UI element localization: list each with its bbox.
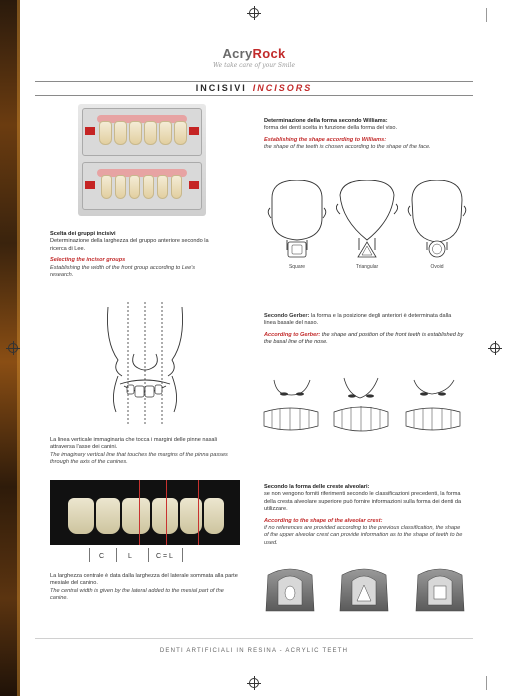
alveolar-crest-diagram bbox=[262, 565, 472, 615]
tooth-card-lower bbox=[82, 162, 202, 210]
page-title-bar bbox=[35, 81, 473, 95]
registration-mark-left bbox=[8, 343, 18, 353]
lee-heading: Scelta dei gruppi incisivi bbox=[50, 231, 116, 237]
gerber-body: la forma e la posizione degli anteriori è determinata dalla linea basale del naso. bbox=[264, 313, 452, 327]
central-width-section bbox=[50, 573, 240, 603]
alveolar-crest-section bbox=[264, 484, 464, 547]
gerber-section bbox=[264, 313, 464, 347]
brand-name-part2: Rock bbox=[252, 46, 286, 61]
measure-tick bbox=[89, 548, 90, 562]
crop-mark bbox=[486, 676, 487, 690]
title-italian: INCISIVI bbox=[195, 83, 247, 93]
crest-heading-en: According to the shape of the alveolar crest: bbox=[264, 517, 383, 524]
williams-heading-en: Establishing the shape according to Williams: bbox=[264, 136, 387, 143]
lee-body: Determinazione della larghezza del gruppo anteriore secondo la ricerca di Lee. bbox=[50, 238, 209, 252]
page-footer: DENTI ARTIFICIALI IN RESINA - ACRYLIC TEETH bbox=[159, 648, 349, 654]
face-shape-diagram bbox=[262, 180, 472, 275]
crop-mark bbox=[486, 8, 487, 22]
central-width-text-en: The central width is given by the lateral added to the mesial part of the canine. bbox=[50, 587, 224, 602]
crest-body: se non vengono forniti riferimenti secondo le classificazioni precedenti, la forma della cresta alveolare superiore può fornire informazioni sulla forma dei denti da utilizzare. bbox=[264, 491, 462, 513]
lee-body-en: Establishing the width of the front group according to Lee's research. bbox=[50, 264, 196, 279]
brand-logo bbox=[0, 46, 508, 69]
brand-tagline: We take care of your Smile bbox=[212, 62, 296, 69]
nose-line-text: La linea verticale immaginaria che tocca i margini delle pinne nasali attraversa l'asse dei canini. bbox=[50, 437, 217, 451]
central-width-text: La larghezza centrale è data dalla larghezza del laterale sommata alla parte mesiale del canino. bbox=[50, 573, 238, 587]
lee-section bbox=[50, 231, 210, 279]
nose-line-section bbox=[50, 437, 240, 467]
measure-tick bbox=[148, 548, 149, 562]
crest-heading: Secondo la forma delle creste alveolari: bbox=[264, 484, 370, 490]
lee-heading-en: Selecting the incisor groups bbox=[50, 257, 126, 264]
page-title bbox=[35, 81, 473, 95]
label-canine: C bbox=[99, 553, 105, 560]
crest-body-en: if no references are provided according to the previous classification, the shape of the upper alveolar crest can provide information as to the shape of teeth to be used. bbox=[264, 525, 463, 546]
measure-tick bbox=[182, 548, 183, 562]
nose-and-smile-diagram bbox=[262, 372, 472, 434]
shape-label-ovoid: Ovoid bbox=[430, 264, 444, 270]
gerber-body-en: the shape and position of the front teeth is established by the basal line of the nose. bbox=[264, 331, 464, 346]
gerber-heading-en: According to Gerber: bbox=[264, 331, 321, 338]
tooth-card-upper bbox=[82, 108, 202, 156]
registration-mark-right bbox=[490, 343, 500, 353]
gerber-heading: Secondo Gerber: bbox=[264, 313, 310, 319]
label-lateral: L bbox=[128, 553, 132, 560]
label-canine-equals-lateral: C = L bbox=[156, 553, 173, 560]
registration-mark-top bbox=[249, 8, 259, 18]
title-rule-top bbox=[35, 81, 473, 82]
williams-section bbox=[264, 118, 464, 152]
teeth-mould-cards-photo bbox=[78, 104, 206, 216]
shape-label-triangular: Triangular bbox=[355, 264, 379, 270]
title-rule-bottom bbox=[35, 95, 473, 96]
williams-body: forma dei denti scelta in funzione della forma del viso. bbox=[264, 125, 398, 132]
shape-label-square: Square bbox=[288, 264, 306, 270]
williams-body-en: the shape of the teeth is chosen according to the shape of the face. bbox=[264, 144, 431, 151]
measure-tick bbox=[116, 548, 117, 562]
front-teeth-photo bbox=[50, 480, 240, 545]
title-english: INCISORS bbox=[252, 83, 313, 93]
williams-heading: Determinazione della forma secondo Williams: bbox=[264, 118, 388, 124]
nose-canine-line-diagram bbox=[100, 302, 190, 427]
footer-rule bbox=[35, 638, 473, 639]
brand-name-part1: Acry bbox=[222, 46, 253, 61]
nose-line-text-en: The imaginary vertical line that touches the margins of the pinna passes through the axis of the canines. bbox=[50, 451, 228, 466]
registration-mark-bottom bbox=[249, 678, 259, 688]
